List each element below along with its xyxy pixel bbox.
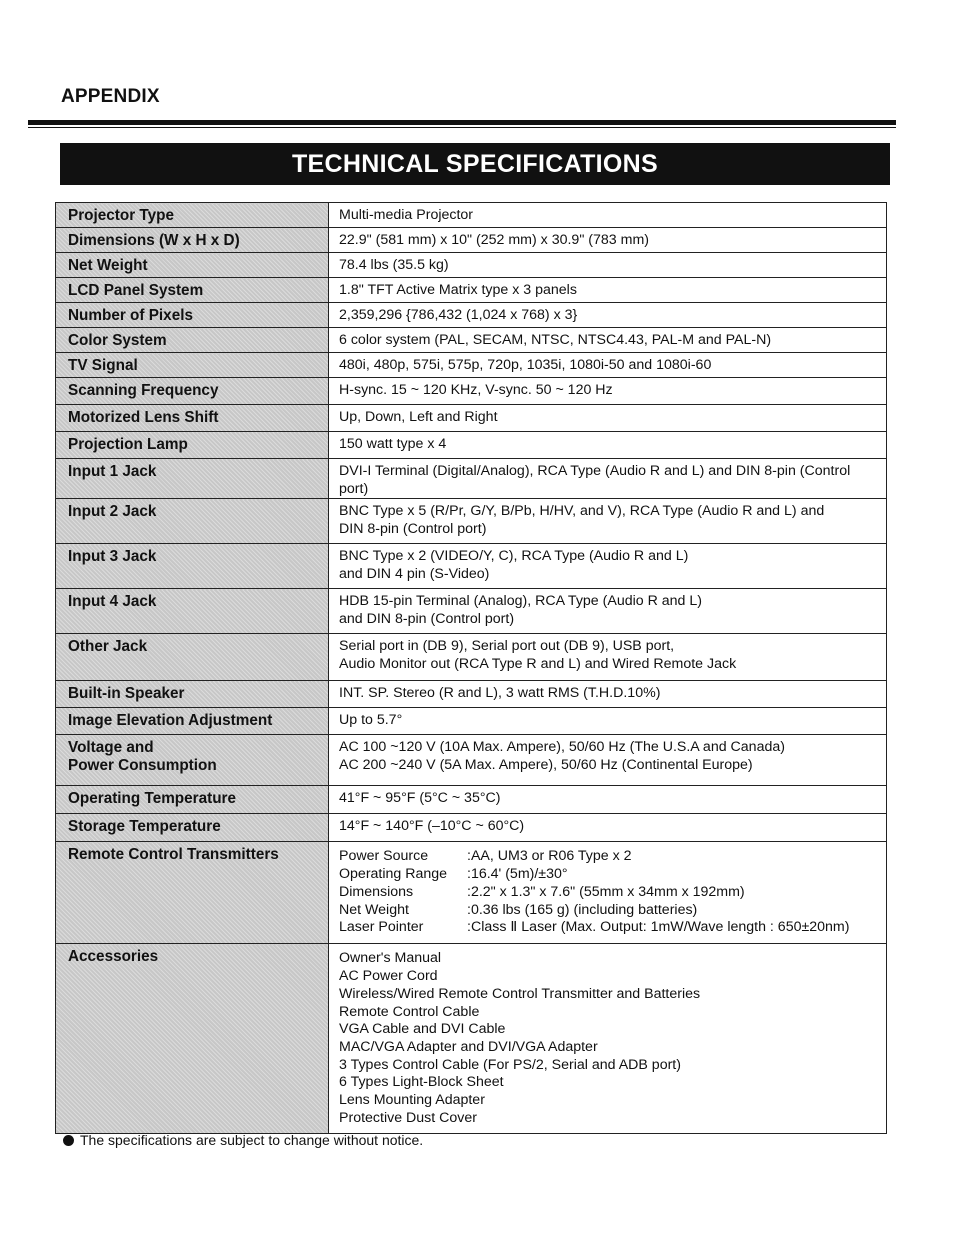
footnote-text: The specifications are subject to change without notice. xyxy=(80,1132,424,1148)
spec-value: 14°F ~ 140°F (–10°C ~ 60°C) xyxy=(339,818,525,835)
spec-label-cell xyxy=(56,303,329,328)
spec-label-cell xyxy=(56,459,329,499)
spec-value-cell xyxy=(329,432,887,459)
spec-label: Motorized Lens Shift xyxy=(68,409,219,426)
spec-value: 480i, 480p, 575i, 575p, 720p, 1035i, 1080i-50 and 1080i-60 xyxy=(339,357,712,373)
bullet-icon xyxy=(63,1135,74,1146)
page-title: TECHNICAL SPECIFICATIONS xyxy=(60,143,890,185)
spec-value-cell xyxy=(329,735,887,786)
spec-value-cell xyxy=(329,681,887,708)
remote-spec-key: Net Weight xyxy=(339,901,409,918)
spec-value: AC 100 ~120 V (10A Max. Ampere), 50/60 Hz (The U.S.A and Canada) AC 200 ~240 V (5A Max. Ampere), 50/60 Hz (Continental Europe) xyxy=(339,739,785,774)
spec-row xyxy=(56,303,887,328)
spec-label: Input 3 Jack xyxy=(68,548,157,566)
spec-value-cell xyxy=(329,814,887,842)
spec-row xyxy=(56,681,887,708)
spec-value: 2,359,296 {786,432 (1,024 x 768) x 3} xyxy=(339,307,578,323)
header-rule-thin xyxy=(28,127,896,128)
remote-spec-key: Laser Pointer xyxy=(339,919,424,936)
spec-row xyxy=(56,432,887,459)
spec-row xyxy=(56,786,887,814)
spec-row xyxy=(56,328,887,353)
spec-row xyxy=(56,278,887,303)
spec-value-cell xyxy=(329,353,887,378)
spec-row xyxy=(56,353,887,378)
spec-value: HDB 15-pin Terminal (Analog), RCA Type (Audio R and L) and DIN 8-pin (Control port) xyxy=(339,593,703,628)
footnote xyxy=(63,1132,423,1148)
spec-value-cell xyxy=(329,459,887,499)
spec-label-cell xyxy=(56,735,329,786)
remote-spec-list xyxy=(339,842,876,937)
remote-spec-value: :0.36 lbs (165 g) (including batteries) xyxy=(467,901,698,918)
spec-label-cell xyxy=(56,203,329,228)
spec-row xyxy=(56,814,887,842)
spec-label: Projection Lamp xyxy=(68,436,188,453)
spec-label-cell xyxy=(56,405,329,432)
accessory-item: VGA Cable and DVI Cable xyxy=(339,1021,506,1038)
spec-label-cell xyxy=(56,499,329,544)
spec-value: INT. SP. Stereo (R and L), 3 watt RMS (T.H.D.10%) xyxy=(339,685,661,702)
spec-label-cell xyxy=(56,842,329,944)
spec-label-cell xyxy=(56,634,329,681)
spec-value-cell xyxy=(329,499,887,544)
spec-label: TV Signal xyxy=(68,357,138,374)
spec-value-cell xyxy=(329,378,887,405)
spec-row xyxy=(56,405,887,432)
accessory-item: Remote Control Cable xyxy=(339,1003,480,1020)
remote-spec-key: Dimensions xyxy=(339,883,414,900)
section-heading: APPENDIX xyxy=(61,86,160,107)
spec-value: 150 watt type x 4 xyxy=(339,436,447,452)
spec-value-cell xyxy=(329,708,887,735)
accessory-item: Protective Dust Cover xyxy=(339,1109,477,1126)
remote-spec-value: :Class Ⅱ Laser (Max. Output: 1mW/Wave length : 650±20nm) xyxy=(467,919,850,936)
spec-value-cell xyxy=(329,634,887,681)
spec-value: 78.4 lbs (35.5 kg) xyxy=(339,257,449,273)
spec-label-cell xyxy=(56,708,329,735)
spec-label-cell xyxy=(56,681,329,708)
spec-value: Multi-media Projector xyxy=(339,207,474,223)
spec-value: DVI-I Terminal (Digital/Analog), RCA Type (Audio R and L) and DIN 8-pin (Control port) xyxy=(339,463,851,497)
spec-value: H-sync. 15 ~ 120 KHz, V-sync. 50 ~ 120 Hz xyxy=(339,382,613,398)
spec-value-cell xyxy=(329,405,887,432)
spec-value: BNC Type x 2 (VIDEO/Y, C), RCA Type (Audio R and L) and DIN 4 pin (S-Video) xyxy=(339,548,689,583)
spec-label: Operating Temperature xyxy=(68,790,237,808)
remote-spec-item xyxy=(339,884,876,902)
remote-spec-value: :2.2" x 1.3" x 7.6" (55mm x 34mm x 192mm) xyxy=(467,883,745,900)
spec-label: Net Weight xyxy=(68,257,148,274)
accessory-item: 3 Types Control Cable (For PS/2, Serial and ADB port) xyxy=(339,1056,681,1073)
spec-value-cell xyxy=(329,253,887,278)
spec-row xyxy=(56,228,887,253)
spec-label: LCD Panel System xyxy=(68,282,204,299)
remote-label: Remote Control Transmitters xyxy=(68,846,279,864)
spec-label: Dimensions (W x H x D) xyxy=(68,232,240,249)
spec-label-cell xyxy=(56,589,329,634)
accessory-item: 6 Types Light-Block Sheet xyxy=(339,1074,504,1091)
spec-value-cell xyxy=(329,278,887,303)
spec-label-cell xyxy=(56,432,329,459)
accessory-item: MAC/VGA Adapter and DVI/VGA Adapter xyxy=(339,1038,598,1055)
spec-value-cell xyxy=(329,786,887,814)
spec-value-cell xyxy=(329,589,887,634)
spec-value-cell xyxy=(329,842,887,944)
spec-value-cell xyxy=(329,303,887,328)
spec-label-cell xyxy=(56,378,329,405)
spec-label: Input 4 Jack xyxy=(68,593,157,611)
spec-label: Storage Temperature xyxy=(68,818,221,836)
spec-label-cell xyxy=(56,944,329,1134)
spec-value: Up to 5.7° xyxy=(339,712,403,729)
spec-value: 41°F ~ 95°F (5°C ~ 35°C) xyxy=(339,790,501,807)
spec-row xyxy=(56,203,887,228)
spec-label: Color System xyxy=(68,332,167,349)
accessory-item: AC Power Cord xyxy=(339,968,438,985)
spec-value-cell xyxy=(329,544,887,589)
spec-row xyxy=(56,253,887,278)
remote-spec-key: Operating Range xyxy=(339,866,448,883)
spec-label-cell xyxy=(56,544,329,589)
spec-table xyxy=(55,202,887,1134)
accessories-list xyxy=(339,944,876,1127)
remote-spec-value: :AA, UM3 or R06 Type x 2 xyxy=(467,848,632,865)
spec-label-cell xyxy=(56,786,329,814)
spec-value: Up, Down, Left and Right xyxy=(339,409,498,425)
spec-row xyxy=(56,708,887,735)
remote-spec-item xyxy=(339,866,876,884)
spec-label: Projector Type xyxy=(68,207,174,224)
spec-label: Built-in Speaker xyxy=(68,685,185,703)
spec-label: Scanning Frequency xyxy=(68,382,219,399)
spec-value: Serial port in (DB 9), Serial port out (DB 9), USB port, Audio Monitor out (RCA Type R and L) and Wired Remote Jack xyxy=(339,638,737,673)
accessory-item: Wireless/Wired Remote Control Transmitter and Batteries xyxy=(339,985,701,1002)
remote-spec-key: Power Source xyxy=(339,848,429,865)
spec-label: Input 2 Jack xyxy=(68,503,157,521)
spec-value-cell xyxy=(329,328,887,353)
spec-label-cell xyxy=(56,814,329,842)
spec-value: 1.8" TFT Active Matrix type x 3 panels xyxy=(339,282,577,298)
spec-label-cell xyxy=(56,328,329,353)
remote-spec-item xyxy=(339,848,876,866)
remote-spec-value: :16.4' (5m)/±30° xyxy=(467,866,568,883)
spec-label: Number of Pixels xyxy=(68,307,193,324)
accessory-item: Owner's Manual xyxy=(339,950,442,967)
spec-label-cell xyxy=(56,353,329,378)
header-rule xyxy=(28,120,896,125)
remote-spec-item xyxy=(339,919,876,937)
spec-value: 22.9" (581 mm) x 10" (252 mm) x 30.9" (783 mm) xyxy=(339,232,649,248)
spec-value: BNC Type x 5 (R/Pr, G/Y, B/Pb, H/HV, and V), RCA Type (Audio R and L) and DIN 8-pin (Control port) xyxy=(339,503,825,538)
spec-row xyxy=(56,544,887,589)
spec-row xyxy=(56,459,887,499)
spec-row xyxy=(56,378,887,405)
remote-spec-item xyxy=(339,902,876,920)
spec-label: Voltage and Power Consumption xyxy=(68,739,217,775)
spec-label: Image Elevation Adjustment xyxy=(68,712,273,730)
spec-row xyxy=(56,634,887,681)
spec-label-cell xyxy=(56,228,329,253)
accessory-item: Lens Mounting Adapter xyxy=(339,1092,485,1109)
spec-value: 6 color system (PAL, SECAM, NTSC, NTSC4.43, PAL-M and PAL-N) xyxy=(339,332,772,348)
spec-label: Input 1 Jack xyxy=(68,463,157,480)
spec-row xyxy=(56,842,887,944)
spec-row xyxy=(56,589,887,634)
spec-row xyxy=(56,499,887,544)
spec-row xyxy=(56,944,887,1134)
spec-value-cell xyxy=(329,944,887,1134)
spec-label-cell xyxy=(56,278,329,303)
spec-value-cell xyxy=(329,228,887,253)
spec-value-cell xyxy=(329,203,887,228)
spec-label-cell xyxy=(56,253,329,278)
spec-row xyxy=(56,735,887,786)
accessories-label: Accessories xyxy=(68,948,159,966)
spec-label: Other Jack xyxy=(68,638,148,656)
